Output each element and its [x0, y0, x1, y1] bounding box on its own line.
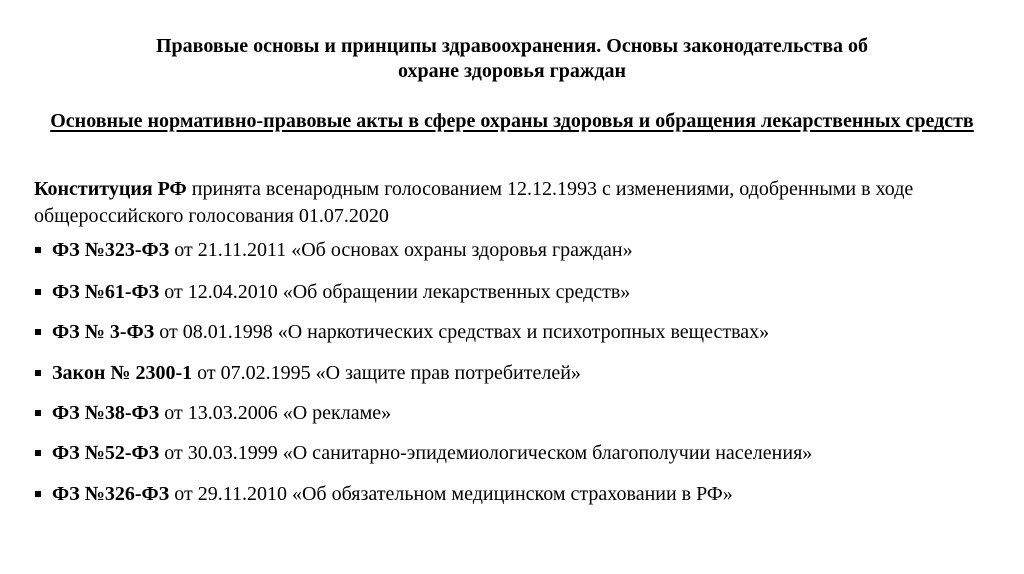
act-description: от 21.11.2011 «Об основах охраны здоровья граждан» [169, 239, 633, 261]
act-item [34, 482, 994, 506]
slide-title: Правовые основы и принципы здравоохранения. Основы законодательства об охране здоровья граждан [155, 35, 869, 82]
square-bullet-icon [35, 410, 41, 416]
act-number: Закон № 2300-1 [52, 362, 193, 384]
slide-subtitle: Основные нормативно-правовые акты в сфере охраны здоровья и обращения лекарственных средств [50, 110, 974, 132]
constitution-name: Конституция РФ [34, 178, 187, 200]
act-number: ФЗ №323-ФЗ [52, 239, 170, 261]
act-item [34, 280, 994, 304]
act-item [34, 441, 994, 465]
square-bullet-icon [35, 289, 41, 295]
act-description: от 12.04.2010 «Об обращении лекарственных средств» [159, 281, 631, 303]
constitution-paragraph [34, 176, 994, 230]
act-description: от 08.01.1998 «О наркотических средствах и психотропных веществах» [154, 321, 770, 343]
act-number: ФЗ №38-ФЗ [52, 402, 160, 424]
acts-list [34, 238, 994, 506]
square-bullet-icon [35, 450, 41, 456]
act-description: от 13.03.2006 «О рекламе» [159, 402, 392, 424]
constitution-description: принята всенародным голосованием 12.12.1993 с изменениями, одобренными в ходе общероссийского голосования 01.07.2020 [34, 178, 914, 227]
act-item [34, 361, 994, 385]
act-description: от 30.03.1999 «О санитарно-эпидемиологическом благополучии населения» [159, 442, 813, 464]
act-number: ФЗ № 3-ФЗ [52, 321, 155, 343]
act-number: ФЗ №61-ФЗ [52, 281, 160, 303]
act-number: ФЗ №326-ФЗ [52, 483, 170, 505]
square-bullet-icon [35, 491, 41, 497]
square-bullet-icon [35, 370, 41, 376]
act-item [34, 401, 994, 425]
act-number: ФЗ №52-ФЗ [52, 442, 160, 464]
act-item [34, 238, 994, 262]
act-item [34, 320, 994, 344]
square-bullet-icon [35, 247, 41, 253]
square-bullet-icon [35, 329, 41, 335]
act-description: от 07.02.1995 «О защите прав потребителей» [192, 362, 581, 384]
act-description: от 29.11.2010 «Об обязательном медицинском страховании в РФ» [169, 483, 733, 505]
